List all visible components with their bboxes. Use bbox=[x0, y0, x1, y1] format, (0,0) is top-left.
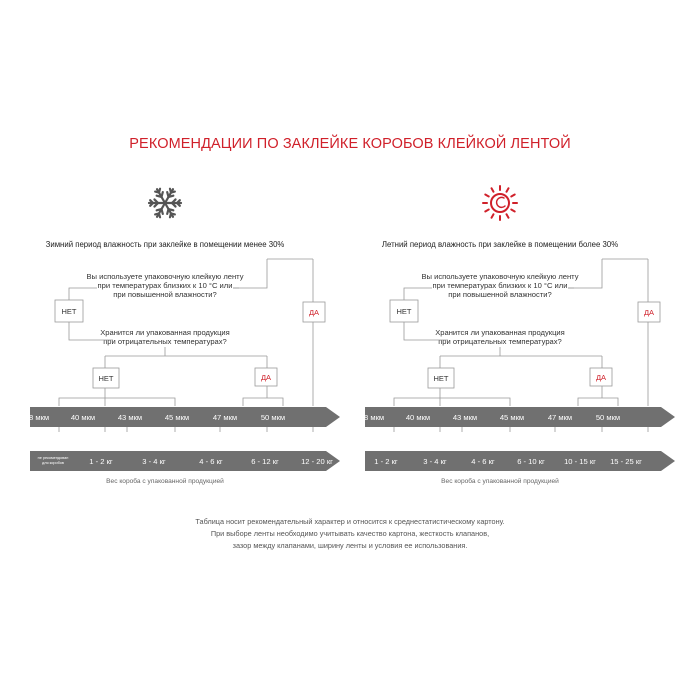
weight-label: 4 - 6 кг bbox=[471, 457, 495, 466]
question-1-line: Вы используете упаковочную клейкую ленту bbox=[86, 272, 244, 281]
question-2-line: Хранится ли упакованная продукция bbox=[435, 328, 565, 337]
sun-ray bbox=[485, 210, 488, 212]
question-1-line: при повышенной влажности? bbox=[113, 290, 217, 299]
thickness-label: 38 мкм bbox=[359, 413, 385, 422]
season-heading: Летний период влажность при заклейке в помещении более 30% bbox=[381, 240, 619, 249]
question-2 bbox=[435, 328, 565, 346]
thickness-label: 45 мкм bbox=[164, 413, 190, 422]
no-box-q1-label: НЕТ bbox=[396, 307, 412, 316]
question-1 bbox=[86, 272, 243, 299]
footnote-line-1: Таблица носит рекомендательный характер и относится к среднестатистическому картону. bbox=[195, 517, 505, 526]
sun-inner-arc bbox=[497, 197, 505, 207]
thickness-label: 50 мкм bbox=[595, 413, 621, 422]
thickness-label: 40 мкм bbox=[70, 413, 96, 422]
question-1-line: при температурах близких к 10 °С или bbox=[97, 281, 233, 290]
question-1-line: при температурах близких к 10 °С или bbox=[432, 281, 568, 290]
weight-label: 1 - 2 кг bbox=[89, 457, 113, 466]
thickness-label: 43 мкм bbox=[452, 413, 478, 422]
winter-panel bbox=[25, 189, 340, 485]
weight-caption: Вес короба с упакованной продукцией bbox=[106, 478, 224, 485]
bracket-no-q2 bbox=[394, 398, 510, 406]
snowflake-branch bbox=[159, 213, 160, 217]
thickness-label: 40 мкм bbox=[405, 413, 431, 422]
sun-ray bbox=[507, 214, 509, 217]
yes-box-q2 bbox=[590, 368, 612, 386]
no-box-q2 bbox=[93, 368, 119, 388]
page-title: РЕКОМЕНДАЦИИ ПО ЗАКЛЕЙКЕ КОРОБОВ КЛЕЙКОЙ ЛЕНТОЙ bbox=[129, 136, 571, 152]
no-box-q2-label: НЕТ bbox=[98, 374, 114, 383]
weight-label: 1 - 2 кг bbox=[374, 457, 398, 466]
no-box-q1 bbox=[390, 300, 418, 322]
thickness-label: 45 мкм bbox=[499, 413, 525, 422]
weight-label: 3 - 4 кг bbox=[423, 457, 447, 466]
sun-core bbox=[491, 194, 509, 212]
thickness-label: 50 мкм bbox=[260, 413, 286, 422]
summer-panel bbox=[360, 186, 675, 485]
sun-ray bbox=[492, 214, 494, 217]
thickness-label: 43 мкм bbox=[117, 413, 143, 422]
snowflake-branch bbox=[162, 209, 163, 214]
yes-box-q1 bbox=[303, 302, 325, 322]
bracket-yes-q2 bbox=[578, 398, 618, 406]
snowflake-branch bbox=[170, 189, 171, 193]
snowflake-branch bbox=[155, 192, 159, 193]
no-box-q2-label: НЕТ bbox=[433, 374, 449, 383]
weight-label: 6 - 10 кг bbox=[517, 457, 545, 466]
weight-label: 12 - 20 кг bbox=[301, 457, 333, 466]
connector-q1-no bbox=[69, 288, 97, 300]
yes-box-q1-label: ДА bbox=[308, 308, 320, 317]
yes-box-q1-label: ДА bbox=[643, 308, 655, 317]
thickness-label: 47 мкм bbox=[547, 413, 573, 422]
thickness-label: 38 мкм bbox=[24, 413, 50, 422]
yes-box-q2-label: ДА bbox=[260, 373, 272, 382]
snowflake-branch bbox=[167, 192, 168, 197]
weight-arrow bbox=[30, 451, 340, 471]
thickness-label: 47 мкм bbox=[212, 413, 238, 422]
sun-icon bbox=[483, 186, 517, 220]
yes-box-q2-label: ДА bbox=[595, 373, 607, 382]
bracket-no-q2 bbox=[59, 398, 175, 406]
snowflake-branch bbox=[169, 209, 174, 210]
connector-q1-no bbox=[404, 288, 432, 300]
snowflake-branch bbox=[171, 213, 175, 214]
footnote-line-2: При выборе ленты необходимо учитывать качество картона, жесткость клапанов, bbox=[210, 529, 490, 538]
footnote-line-3: зазор между клапанами, ширину ленты и условия ее использования. bbox=[232, 541, 468, 550]
not-recommended-line: для коробов bbox=[42, 461, 64, 465]
question-1-line: при повышенной влажности? bbox=[448, 290, 552, 299]
yes-box-q2 bbox=[255, 368, 277, 386]
sun-ray bbox=[492, 188, 494, 191]
sun-ray bbox=[511, 210, 514, 212]
weight-label: 6 - 12 кг bbox=[251, 457, 279, 466]
weight-label: 4 - 6 кг bbox=[199, 457, 223, 466]
weight-label: 10 - 15 кг bbox=[564, 457, 596, 466]
no-box-q2 bbox=[428, 368, 454, 388]
question-2-line: Хранится ли упакованная продукция bbox=[100, 328, 230, 337]
weight-label: 15 - 25 кг bbox=[610, 457, 642, 466]
season-heading: Зимний период влажность при заклейке в помещении менее 30% bbox=[45, 240, 285, 249]
weight-label: 3 - 4 кг bbox=[142, 457, 166, 466]
sun-ray bbox=[507, 188, 509, 191]
question-2 bbox=[100, 328, 230, 346]
no-box-q1-label: НЕТ bbox=[61, 307, 77, 316]
sun-ray bbox=[485, 195, 488, 197]
yes-box-q1 bbox=[638, 302, 660, 322]
sun-ray bbox=[511, 195, 514, 197]
snowflake-branch bbox=[157, 196, 162, 197]
footnote bbox=[0, 516, 700, 552]
weight-caption: Вес короба с упакованной продукцией bbox=[441, 478, 559, 485]
snowflake-icon bbox=[149, 189, 181, 218]
no-box-q1 bbox=[55, 300, 83, 322]
question-2-line: при отрицательных температурах? bbox=[103, 337, 227, 346]
question-1 bbox=[421, 272, 578, 299]
not-recommended-line: не рекомендован bbox=[37, 456, 69, 460]
question-1-line: Вы используете упаковочную клейкую ленту bbox=[421, 272, 579, 281]
bracket-yes-q2 bbox=[243, 398, 283, 406]
not-recommended-label bbox=[38, 456, 69, 465]
question-2-line: при отрицательных температурах? bbox=[438, 337, 562, 346]
